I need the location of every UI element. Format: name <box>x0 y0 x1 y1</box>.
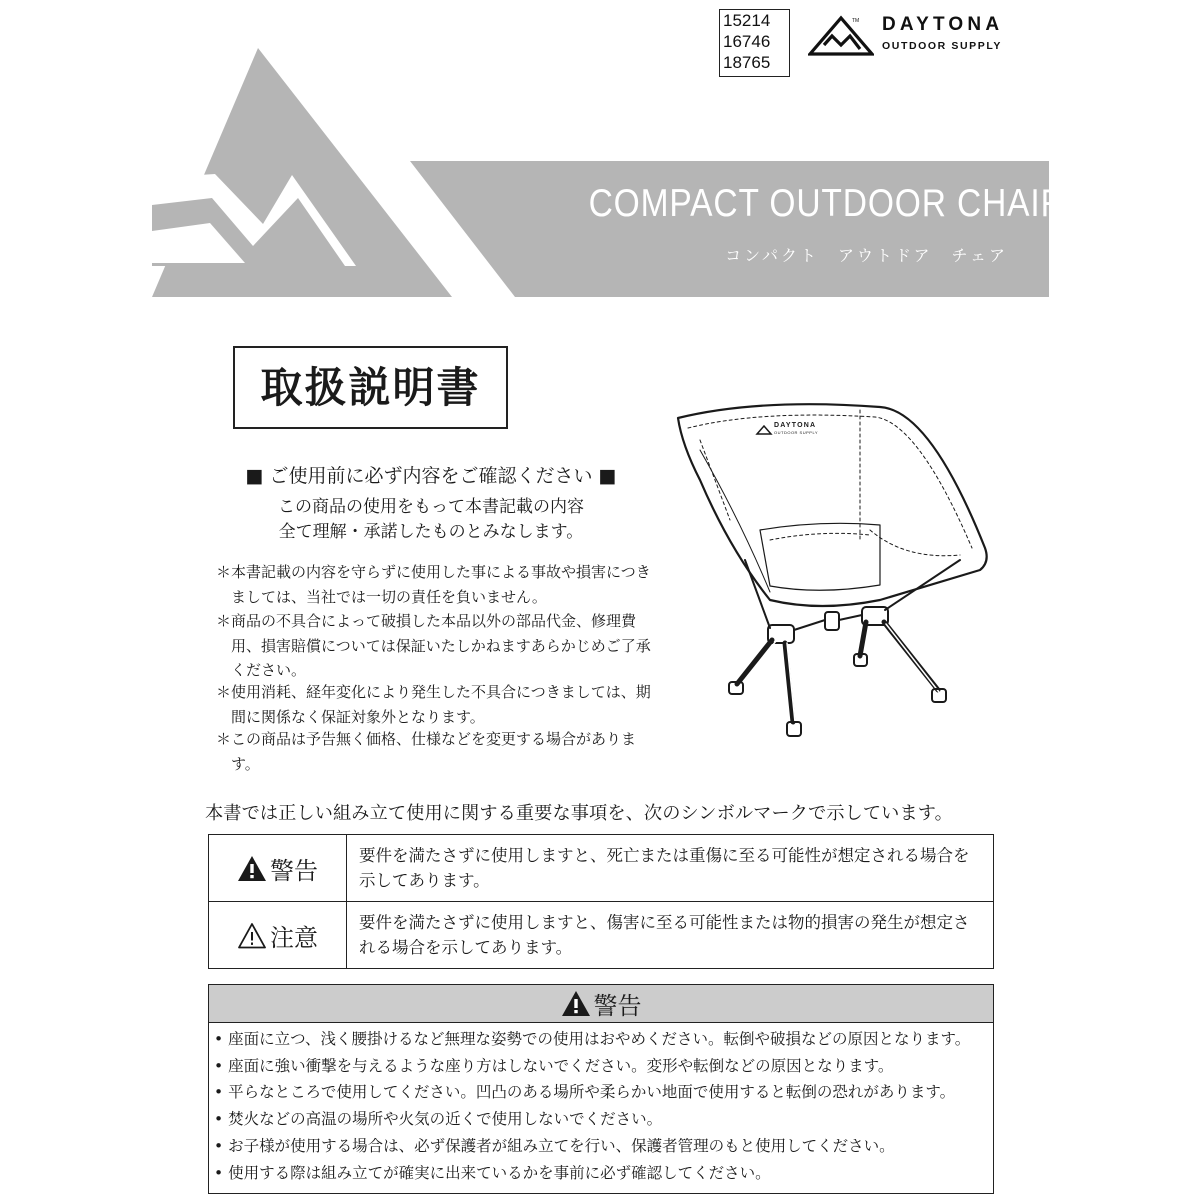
symbol-description: 要件を満たさずに使用しますと、死亡または重傷に至る可能性が想定される場合を示してあります。 <box>359 846 970 890</box>
brand-logo-icon <box>808 12 874 58</box>
symbol-description: 要件を満たさずに使用しますと、傷害に至る可能性または物的損害の発生が想定される場合を示してあります。 <box>359 913 970 957</box>
warning-item: • 焚火などの高温の場所や火気の近くで使用しないでください。 <box>214 1110 663 1129</box>
warning-item: • 平らなところで使用してください。凹凸のある場所や柔らかい地面で使用すると転倒の恐れがあります。 <box>214 1083 956 1102</box>
warning-item: • 座面に立つ、浅く腰掛けるなど無理な姿勢での使用はおやめください。転倒や破損などの原因となります。 <box>214 1030 971 1048</box>
symbol-intro-text: 本書では正しい組み立て使用に関する重要な事項を、次のシンボルマークで示しています。 <box>205 803 953 824</box>
warning-item: • 使用する際は組み立てが確実に出来ているかを事前に必ず確認してください。 <box>214 1163 771 1182</box>
warning-section-header <box>209 985 993 1023</box>
warning-section-title: 警告 <box>593 992 642 1020</box>
notice-heading: ■ ご使用前に必ず内容をご確認ください ■ <box>245 465 617 487</box>
chair-brand-label: DAYTONA <box>774 422 817 429</box>
warning-list <box>214 1026 993 1186</box>
warning-item: • 座面に強い衝撃を与えるような座り方はしないでください。変形や転倒などの原因となります。 <box>214 1056 894 1075</box>
caution-outline-icon <box>237 922 267 949</box>
asterisk-mark: ＊ <box>216 563 232 581</box>
notice-body <box>216 495 646 545</box>
disclaimer-note <box>216 727 651 776</box>
warning-section <box>208 984 994 1194</box>
manual-title: 取扱説明書 <box>233 346 508 429</box>
warning-filled-icon <box>561 990 591 1017</box>
model-number: 18765 <box>723 53 771 72</box>
asterisk-mark: ＊ <box>216 683 232 701</box>
symbol-table <box>208 834 994 969</box>
warning-filled-icon <box>237 855 267 882</box>
brand-tagline: OUTDOOR SUPPLY <box>882 40 1003 52</box>
symbol-label-cell <box>209 902 347 968</box>
disclaimer-note <box>216 609 651 683</box>
product-title-ja: コンパクト アウトドア チェア <box>725 246 1008 265</box>
asterisk-mark: ＊ <box>216 730 232 748</box>
disclaimer-text: この商品は予告無く価格、仕様などを変更する場合があります。 <box>231 730 637 773</box>
asterisk-mark: ＊ <box>216 612 232 630</box>
model-number: 16746 <box>723 32 771 51</box>
symbol-row-caution <box>209 902 993 968</box>
warning-item: • お子様が使用する場合は、必ず保護者が組み立てを行い、保護者管理のもと使用してください。 <box>214 1136 895 1155</box>
chair-illustration <box>660 395 1000 745</box>
disclaimer-text: 本書記載の内容を守らずに使用した事による事故や損害につきましては、当社では一切の責任を負いません。 <box>231 563 651 606</box>
symbol-label: 警告 <box>270 856 318 885</box>
disclaimer-note <box>216 560 651 609</box>
symbol-row-warning <box>209 835 993 902</box>
notice-body-line: 全て理解・承諾したものとみなします。 <box>278 522 584 542</box>
product-title-en: COMPACT OUTDOOR CHAIR <box>588 182 1066 225</box>
disclaimer-text: 使用消耗、経年変化により発生した不具合につきましては、期間に関係なく保証対象外となります。 <box>231 683 651 726</box>
disclaimer-text: 商品の不具合によって破損した本品以外の部品代金、修理費用、損害賠償については保証いたしかねますあらかじめご了承ください。 <box>231 612 651 679</box>
model-number: 15214 <box>723 11 771 30</box>
symbol-label: 注意 <box>270 923 318 952</box>
model-number-box <box>719 9 790 77</box>
notice-body-line: この商品の使用をもって本書記載の内容 <box>278 497 584 517</box>
svg-text:TM: TM <box>852 18 860 24</box>
disclaimer-note <box>216 680 651 729</box>
chair-brand-tagline: OUTDOOR SUPPLY <box>774 430 819 435</box>
brand-name: DAYTONA <box>882 14 1004 35</box>
symbol-label-cell <box>209 835 347 901</box>
